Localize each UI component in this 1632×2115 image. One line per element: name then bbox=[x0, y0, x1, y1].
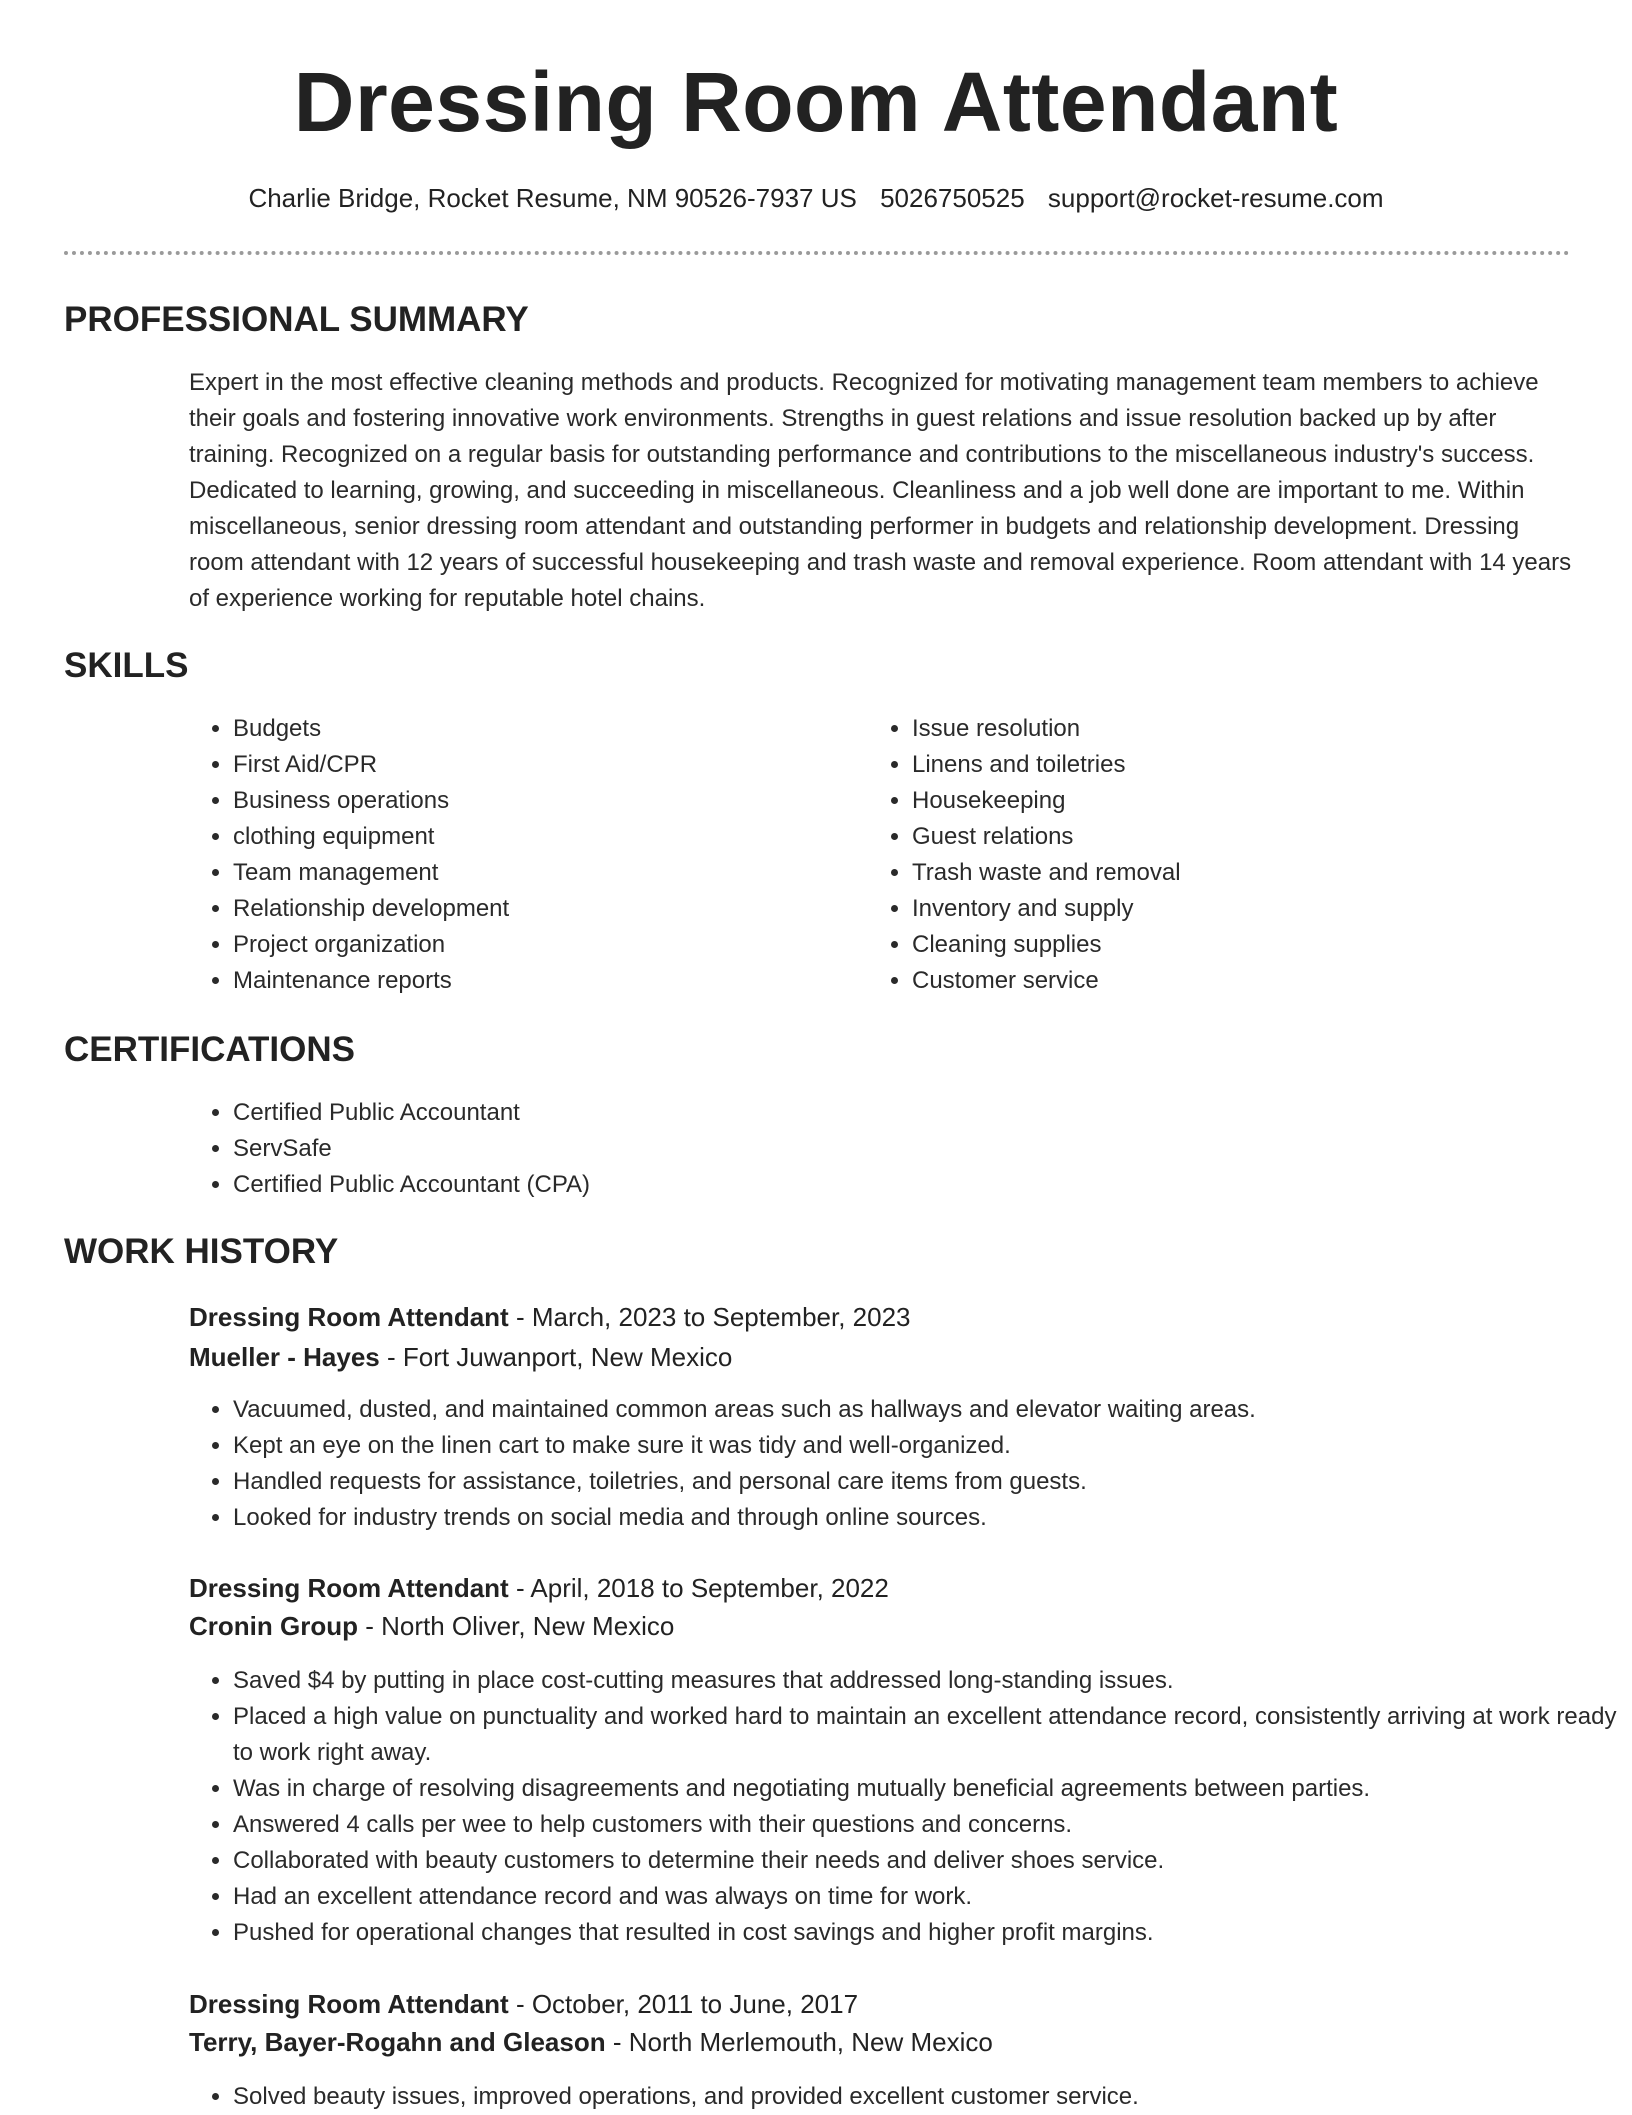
summary-heading: PROFESSIONAL SUMMARY bbox=[64, 300, 529, 339]
job-company-line bbox=[189, 1339, 732, 1375]
list-item: • Placed a high value on punctuality and worked hard to maintain an excellent attendance record, consistently arriving at work ready to work right away. bbox=[233, 1699, 1618, 1771]
summary-text: Expert in the most effective cleaning methods and products. Recognized for motivating management team members to achieve their goals and fostering innovative work environments. Strengths in guest relations and issue resolution backed up by after training. Recognized on a regular basis for outstanding performance and contributions to the miscellaneous industry's success. Dedicated to learning, growing, and succeeding in miscellaneous. Cleanliness and a job well done are important to me. Within miscellaneous, senior dressing room attendant and outstanding performer in budgets and relationship development. Dressing room attendant with 12 years of successful housekeeping and trash waste and removal experience. Room attendant with 14 years of experience working for reputable hotel chains. bbox=[189, 369, 1572, 612]
list-item: • Linens and toiletries bbox=[912, 747, 1532, 783]
certifications-list bbox=[189, 1095, 1533, 1203]
job-title-line bbox=[189, 1299, 911, 1335]
certifications-heading: CERTIFICATIONS bbox=[64, 1030, 356, 1069]
list-item: • Team management bbox=[233, 855, 853, 891]
list-item: • Relationship development bbox=[233, 891, 853, 927]
list-item: • Answered 4 calls per wee to help customers with their questions and concerns. bbox=[233, 1807, 1618, 1843]
header-divider bbox=[64, 251, 1570, 255]
list-item: • Pushed for operational changes that resulted in cost savings and higher profit margins. bbox=[233, 1915, 1618, 1951]
list-item: • Customer service bbox=[912, 963, 1532, 999]
list-item: • Saved $4 by putting in place cost-cutting measures that addressed long-standing issues. bbox=[233, 1663, 1618, 1699]
job-bullets bbox=[189, 1392, 1632, 1536]
resume-title: Dressing Room Attendant bbox=[293, 55, 1339, 149]
list-item: • Kept an eye on the linen cart to make sure it was tidy and well-organized. bbox=[233, 1428, 1632, 1464]
job-dates: - October, 2011 to June, 2017 bbox=[508, 1989, 859, 2019]
list-item: • Trash waste and removal bbox=[912, 855, 1532, 891]
skills-list-right bbox=[868, 711, 1532, 999]
contact-line bbox=[0, 180, 1632, 216]
job-location: - North Merlemouth, New Mexico bbox=[605, 2027, 993, 2057]
job-company: Mueller - Hayes bbox=[189, 1342, 380, 1372]
list-item: • First Aid/CPR bbox=[233, 747, 853, 783]
list-item: • Cleaning supplies bbox=[912, 927, 1532, 963]
skills-heading: SKILLS bbox=[64, 646, 189, 685]
job-location: - North Oliver, New Mexico bbox=[357, 1611, 675, 1641]
list-item: • Handled requests for assistance, toiletries, and personal care items from guests. bbox=[233, 1464, 1632, 1500]
list-item: • Solved beauty issues, improved operations, and provided excellent customer service. bbox=[233, 2079, 1632, 2115]
skills-list-left bbox=[189, 711, 853, 999]
list-item: • Budgets bbox=[233, 711, 853, 747]
job-title-line bbox=[189, 1986, 858, 2022]
list-item: • clothing equipment bbox=[233, 819, 853, 855]
list-item: • ServSafe bbox=[233, 1131, 1533, 1167]
list-item: • Certified Public Accountant (CPA) bbox=[233, 1167, 1533, 1203]
list-item: • Certified Public Accountant bbox=[233, 1095, 1533, 1131]
job-company: Terry, Bayer-Rogahn and Gleason bbox=[189, 2027, 606, 2057]
list-item: • Looked for industry trends on social media and through online sources. bbox=[233, 1500, 1632, 1536]
contact-email: support@rocket-resume.com bbox=[1047, 183, 1384, 213]
list-item: • Had an excellent attendance record and was always on time for work. bbox=[233, 1879, 1618, 1915]
list-item: • Maintenance reports bbox=[233, 963, 853, 999]
job-bullets bbox=[189, 2079, 1632, 2115]
list-item: • Vacuumed, dusted, and maintained common areas such as hallways and elevator waiting areas. bbox=[233, 1392, 1632, 1428]
list-item: • Housekeeping bbox=[912, 783, 1532, 819]
job-title: Dressing Room Attendant bbox=[189, 1989, 509, 2019]
job-bullets bbox=[189, 1663, 1618, 1951]
list-item: • Business operations bbox=[233, 783, 853, 819]
job-dates: - March, 2023 to September, 2023 bbox=[508, 1302, 911, 1332]
list-item: • Issue resolution bbox=[912, 711, 1532, 747]
list-item: • Inventory and supply bbox=[912, 891, 1532, 927]
job-company: Cronin Group bbox=[189, 1611, 358, 1641]
job-company-line bbox=[189, 1608, 674, 1644]
list-item: • Project organization bbox=[233, 927, 853, 963]
job-company-line bbox=[189, 2024, 993, 2060]
job-location: - Fort Juwanport, New Mexico bbox=[379, 1342, 733, 1372]
job-title: Dressing Room Attendant bbox=[189, 1302, 509, 1332]
list-item: • Collaborated with beauty customers to determine their needs and deliver shoes service. bbox=[233, 1843, 1618, 1879]
list-item: • Guest relations bbox=[912, 819, 1532, 855]
job-title: Dressing Room Attendant bbox=[189, 1573, 509, 1603]
contact-phone: 5026750525 bbox=[880, 183, 1025, 213]
contact-address: Charlie Bridge, Rocket Resume, NM 90526-7937 US bbox=[248, 183, 857, 213]
job-title-line bbox=[189, 1570, 889, 1606]
work-history-heading: WORK HISTORY bbox=[64, 1232, 339, 1271]
job-dates: - April, 2018 to September, 2022 bbox=[508, 1573, 889, 1603]
list-item: • Was in charge of resolving disagreements and negotiating mutually beneficial agreements between parties. bbox=[233, 1771, 1618, 1807]
